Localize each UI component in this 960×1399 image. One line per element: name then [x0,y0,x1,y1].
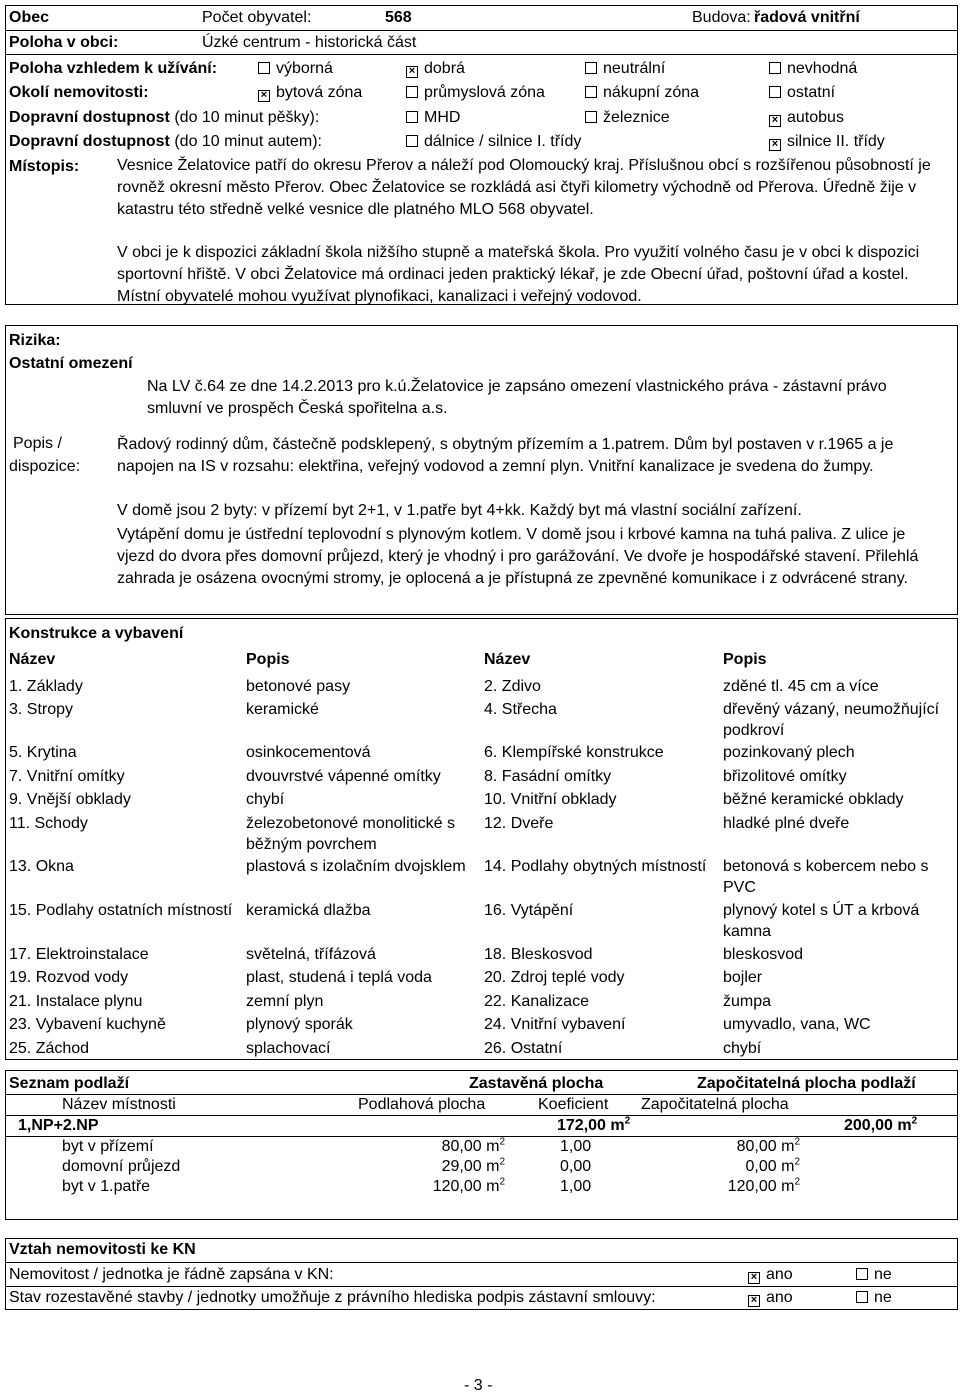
ostatni-omezeni-label: Ostatní omezení [9,355,133,372]
konstrukce-cell: 18. Bleskosvod [484,946,593,963]
kn-q1-ano[interactable]: × ano [748,1265,793,1285]
kn-q1-ne[interactable]: ne [856,1265,892,1285]
uzivani-option-neutralni[interactable]: neutrální [585,59,665,79]
uzivani-option-dobra[interactable]: × dobrá [406,59,465,79]
checkbox-icon [585,62,597,74]
konstrukce-header-nazev-1: Název [9,651,56,668]
konstrukce-cell: betonová s kobercem nebo s PVC [723,858,929,896]
kn-title: Vztah nemovitosti ke KN [9,1241,196,1258]
okoli-option-bytova[interactable]: × bytová zóna [258,83,362,103]
konstrukce-cell: plast, studená i teplá voda [246,969,432,986]
konstrukce-cell: plastová s izolačním dvojsklem [246,858,466,875]
konstrukce-cell: 20. Zdroj teplé vody [484,969,625,986]
podlazi-title: Seznam podlaží [9,1075,130,1092]
checkbox-checked-icon: × [769,139,781,151]
zapocitatelna-plocha-header: Započitatelná plocha podlaží [697,1075,916,1092]
pesky-option-autobus[interactable]: × autobus [769,108,844,128]
checkbox-icon [406,135,418,147]
konstrukce-cell: 8. Fasádní omítky [484,768,612,785]
konstrukce-cell: 14. Podlahy obytných místností [484,858,707,875]
checkbox-checked-icon: × [748,1295,760,1307]
room-name: byt v 1.patře [62,1178,151,1195]
checkbox-checked-icon: × [406,66,418,78]
floor-zastavena: 172,00 $m^2$ [557,1115,631,1134]
konstrukce-cell: chybí [246,791,285,808]
zastavena-plocha-header: Zastavěná plocha [469,1075,604,1092]
room-zapocitatelna: 120,00 $m^2$ [727,1176,800,1195]
konstrukce-cell: pozinkovaný plech [723,744,855,761]
konstrukce-cell: 11. Schody [9,815,88,832]
popis-label-1: Popis / [13,435,62,452]
rizika-label: Rizika: [9,332,61,349]
col-koeficient: Koeficient [538,1096,609,1113]
checkbox-icon [406,111,418,123]
konstrukce-cell: chybí [723,1040,762,1057]
dostupnost-pesky-label: Dopravní dostupnost (do 10 minut pěšky): [9,109,320,126]
konstrukce-cell: 3. Stropy [9,701,74,718]
konstrukce-cell: 19. Rozvod vody [9,969,129,986]
konstrukce-cell: 13. Okna [9,858,74,875]
kn-q2-ano[interactable]: × ano [748,1288,793,1308]
room-name: domovní průjezd [62,1158,181,1175]
konstrukce-cell: bleskosvod [723,946,804,963]
room-podlahova-plocha: 120,00 $m^2$ [432,1176,505,1195]
mistopis-paragraph-1: Vesnice Želatovice patří do okresu Přerov a náleží pod Olomoucký kraj. Příslušnou obcí s rozšířenou působností je rovněž okresní město Přerov. Obec Želatovice se rozkládá asi čtyři kilometry východně od Přerova. Úředně žije v katastru této středně velké vesnice dle platného MLO 568 obyvatel. [117,157,931,218]
room-name: byt v přízemí [62,1138,154,1155]
kn-question-2: Stav rozestavěné stavby / jednotky umožňuje z právního hlediska podpis zástavní smlouvy: [9,1289,656,1306]
room-podlahova-plocha: 80,00 $m^2$ [441,1136,505,1155]
room-zapocitatelna: 80,00 $m^2$ [736,1136,800,1155]
konstrukce-cell: dvouvrstvé vápenné omítky [246,768,441,785]
pocet-obyvatel-value: 568 [385,9,412,26]
konstrukce-cell: železobetonové monolitické s běžným povrchem [246,815,456,853]
konstrukce-cell: plynový sporák [246,1016,353,1033]
konstrukce-cell: 9. Vnější obklady [9,791,131,808]
konstrukce-cell: 23. Vybavení kuchyně [9,1016,166,1033]
popis-paragraph-2: V domě jsou 2 byty: v přízemí byt 2+1, v 1.patře byt 4+kk. Každý byt má vlastní sociální zařízení. [117,502,802,519]
col-nazev-mistnosti: Název místnosti [62,1096,176,1113]
mistopis-paragraph-2: V obci je k dispozici základní škola nižšího stupně a mateřská škola. Pro využití volného času je v obci k dispozici sportovní hřiště. V obci Želatovice má ordinaci jeden praktický lékař, je zde Obecní úřad, poštovní úřad a kostel. Místní obyvatelé mohou využívat plynofikaci, kanalizaci i veřejný vodovod. [117,244,920,305]
popis-paragraph-3: Vytápění domu je ústřední teplovodní s plynovým kotlem. V domě jsou i krbové kamna na tuhá paliva. Z ulice je vjezd do dvora přes domovní průjezd, který je vhodný i pro garážování. Ve dvoře je hospodářské stavení. Přilehlá zahrada je osázena ovocnými stromy, je oplocená a je přístupná ze zpevněné komunikace i z odvrácené strany. [117,526,919,587]
konstrukce-cell: keramické [246,701,319,718]
konstrukce-cell: 24. Vnitřní vybavení [484,1016,626,1033]
checkbox-icon [585,111,597,123]
checkbox-icon [258,62,270,74]
konstrukce-cell: 7. Vnitřní omítky [9,768,125,785]
room-koeficient: 1,00 [560,1178,592,1195]
uzivani-option-vyborna[interactable]: výborná [258,59,333,79]
autem-option-dalnice[interactable]: dálnice / silnice I. třídy [406,132,581,152]
uzivani-option-nevhodna[interactable]: nevhodná [769,59,857,79]
floor-zapocitatelna: 200,00 $m^2$ [844,1115,918,1134]
konstrukce-cell: 5. Krytina [9,744,77,761]
checkbox-icon [769,62,781,74]
checkbox-icon [769,86,781,98]
konstrukce-header-popis-2: Popis [723,651,767,668]
konstrukce-cell: žumpa [723,993,772,1010]
konstrukce-cell: bojler [723,969,763,986]
konstrukce-cell: 25. Záchod [9,1040,90,1057]
konstrukce-cell: světelná, třífázová [246,946,376,963]
konstrukce-cell: 16. Vytápění [484,902,574,919]
poloha-uzivani-label: Poloha vzhledem k užívání: [9,60,218,77]
dostupnost-autem-label: Dopravní dostupnost (do 10 minut autem): [9,133,322,150]
omezeni-text: Na LV č.64 ze dne 14.2.2013 pro k.ú.Želatovice je zapsáno omezení vlastnického práva - zástavní právo smluvní ve prospěch Česká spořitelna a.s. [147,378,887,417]
konstrukce-cell: umyvadlo, vana, WC [723,1016,871,1033]
konstrukce-title: Konstrukce a vybavení [9,625,184,642]
konstrukce-cell: běžné keramické obklady [723,791,904,808]
mistopis-label: Místopis: [9,158,80,175]
kn-q2-ne[interactable]: ne [856,1288,892,1308]
obec-label: Obec [9,9,50,26]
konstrukce-cell: zděné tl. 45 cm a více [723,678,879,695]
konstrukce-cell: 6. Klempířské konstrukce [484,744,664,761]
popis-label-2: dispozice: [9,458,81,475]
konstrukce-cell: 10. Vnitřní obklady [484,791,617,808]
col-podlahova-plocha: Podlahová plocha [358,1096,486,1113]
konstrukce-cell: 26. Ostatní [484,1040,563,1057]
checkbox-checked-icon: × [258,90,270,102]
popis-paragraph-1: Řadový rodinný dům, částečně podsklepený, s obytným přízemím a 1.patrem. Dům byl postaven v r.1965 a je napojen na IS v rozsahu: elektřina, veřejný vodovod a zemní plyn. Vnitřní kanalizace je svedena do žumpy. [117,436,894,475]
room-koeficient: 1,00 [560,1138,592,1155]
okoli-option-ostatni[interactable]: ostatní [769,83,835,103]
poloha-obec-label: Poloha v obci: [9,34,119,51]
poloha-obec-value: Úzké centrum - historická část [202,34,417,51]
konstrukce-cell: keramická dlažba [246,902,371,919]
autem-option-silnice2[interactable]: × silnice II. třídy [769,132,885,152]
konstrukce-cell: betonové pasy [246,678,351,695]
okoli-label: Okolí nemovitosti: [9,84,149,101]
konstrukce-cell: hladké plné dveře [723,815,850,832]
konstrukce-cell: zemní plyn [246,993,324,1010]
konstrukce-header-nazev-2: Název [484,651,531,668]
konstrukce-cell: 1. Základy [9,678,83,695]
konstrukce-cell: osinkocementová [246,744,371,761]
checkbox-icon [856,1268,868,1280]
konstrukce-cell: 21. Instalace plynu [9,993,143,1010]
pesky-option-mhd[interactable]: MHD [406,108,460,128]
checkbox-icon [406,86,418,98]
checkbox-icon [585,86,597,98]
konstrukce-cell: plynový kotel s ÚT a krbová kamna [723,902,920,940]
room-koeficient: 0,00 [560,1158,592,1175]
konstrukce-cell: dřevěný vázaný, neumožňující podkroví [723,701,940,739]
floor-name: 1,NP+2.NP [18,1117,99,1134]
konstrukce-cell: 12. Dveře [484,815,554,832]
okoli-option-nakupni[interactable]: nákupní zóna [585,83,699,103]
room-podlahova-plocha: 29,00 $m^2$ [441,1156,505,1175]
room-zapocitatelna: 0,00 $m^2$ [745,1156,800,1175]
budova-label: Budova: [692,9,751,26]
konstrukce-cell: 22. Kanalizace [484,993,589,1010]
konstrukce-cell: splachovací [246,1040,331,1057]
konstrukce-cell: břizolitové omítky [723,768,847,785]
col-zapocitatelna: Započitatelná plocha [641,1096,789,1113]
budova-value: řadová vnitřní [754,9,860,26]
konstrukce-cell: 2. Zdivo [484,678,541,695]
checkbox-icon [856,1291,868,1303]
pocet-obyvatel-label: Počet obyvatel: [202,9,312,26]
konstrukce-header-popis-1: Popis [246,651,290,668]
konstrukce-cell: 4. Střecha [484,701,557,718]
kn-question-1: Nemovitost / jednotka je řádně zapsána v KN: [9,1266,334,1283]
okoli-option-prumyslova[interactable]: průmyslová zóna [406,83,545,103]
konstrukce-cell: 17. Elektroinstalace [9,946,149,963]
konstrukce-cell: 15. Podlahy ostatních místností [9,902,233,919]
pesky-option-zeleznice[interactable]: železnice [585,108,670,128]
page-number: - 3 - [464,1377,493,1394]
checkbox-checked-icon: × [769,115,781,127]
checkbox-checked-icon: × [748,1272,760,1284]
